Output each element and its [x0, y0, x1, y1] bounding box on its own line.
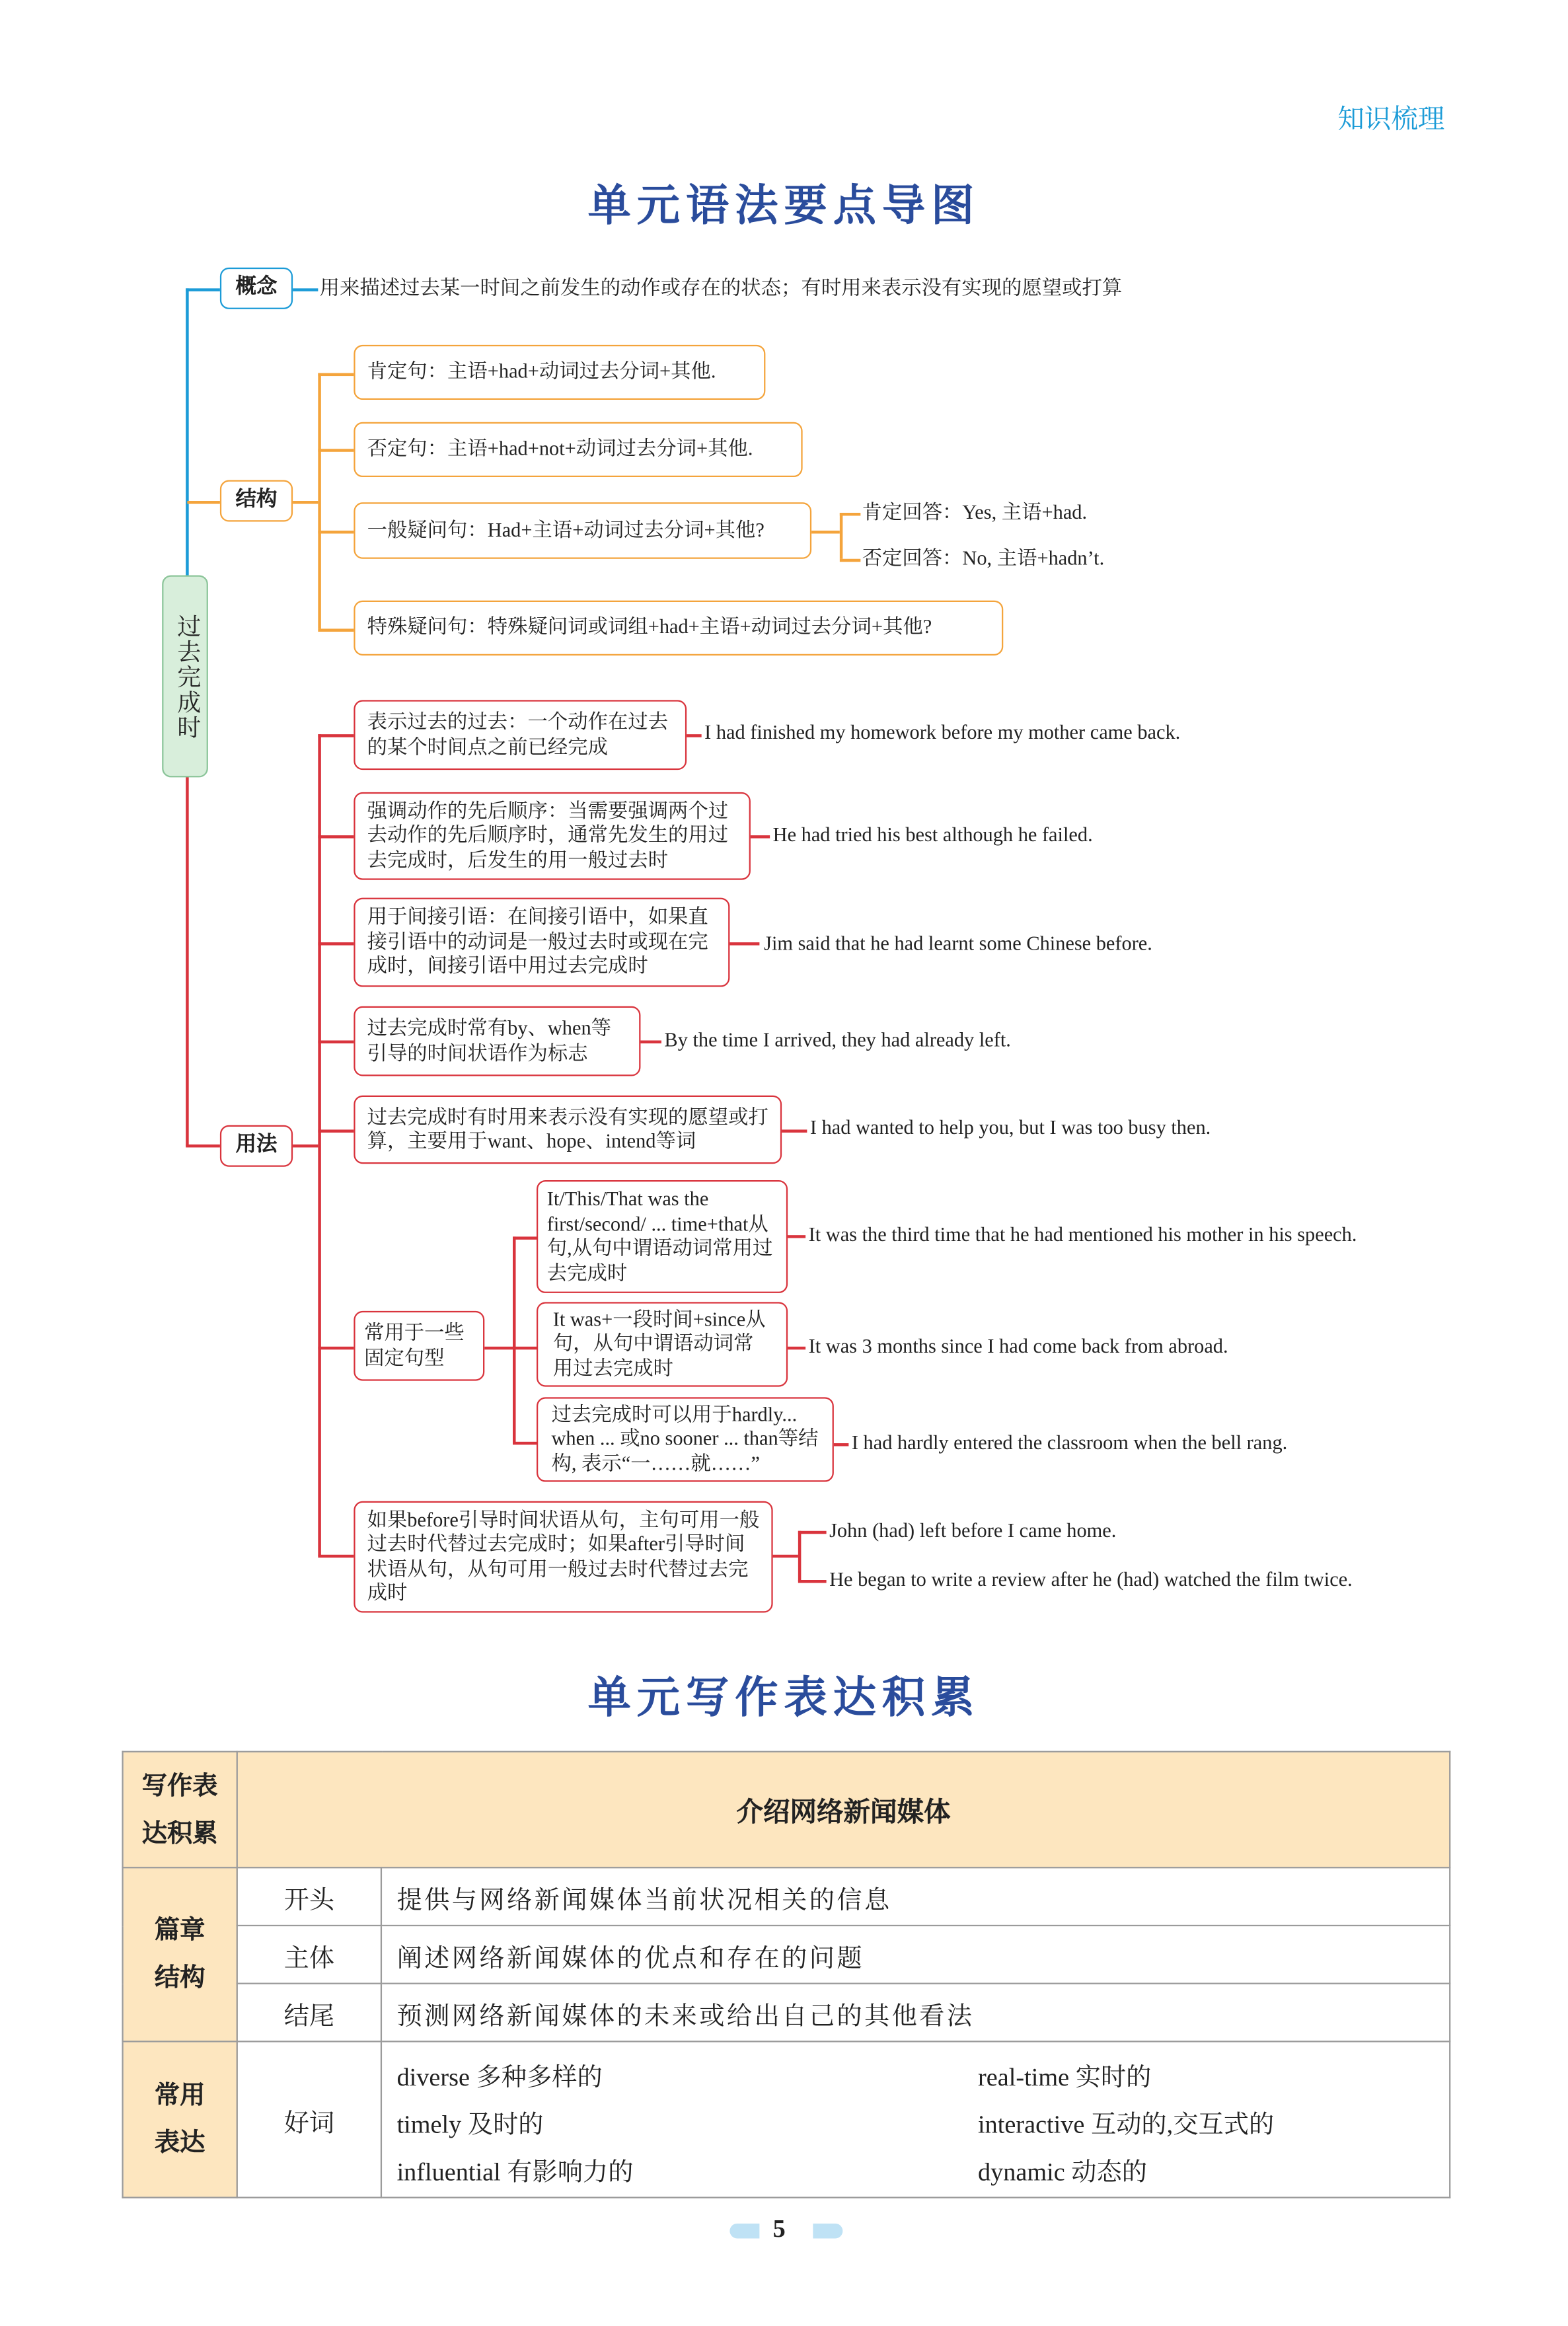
answer-yes: 肯定回答：Yes, 主语+had. [862, 501, 1088, 523]
expr-cell [123, 2041, 237, 2197]
page-pill-left [729, 2224, 759, 2238]
connector-line [293, 288, 318, 290]
expr-label: 常用表达 [154, 2081, 205, 2157]
word-item: timely 及时的 [396, 2109, 544, 2138]
word-item: dynamic 动态的 [978, 2157, 1148, 2186]
structure-wh-question: 特殊疑问句：特殊疑问词或词组+had+主语+动词过去分词+其他? [354, 601, 1003, 656]
writing-table [122, 1751, 1450, 2198]
usage-example: I had finished my homework before my mother came back. [704, 720, 1181, 743]
word-item: diverse 多种多样的 [396, 2062, 603, 2091]
connector-line [187, 501, 219, 503]
usage-example: Jim said that he had learnt some Chinese before. [764, 932, 1152, 955]
connector-line [687, 734, 701, 736]
connector-line [840, 513, 860, 515]
connector-line [318, 1555, 354, 1557]
topic-cell: 介绍网络新闻媒体 [237, 1752, 1450, 1867]
usage-item: 强调动作的先后顺序：当需要强调两个过去动作的先后顺序时，通常先发生的用过去完成时，后发生的用一般过去时 [354, 792, 751, 880]
words-cell [381, 2041, 1450, 2197]
connector-line [834, 1443, 848, 1445]
concept-text: 用来描述过去某一时间之前发生的动作或存在的状态；有时用来表示没有实现的愿望或打算 [319, 276, 1123, 299]
connector-line [751, 835, 770, 837]
connector-line [318, 942, 354, 944]
connector-line [513, 1236, 515, 1443]
usage-example: By the time I arrived, they had already left. [664, 1028, 1011, 1051]
word-item: interactive 互动的,交互式的 [978, 2109, 1275, 2138]
content-cell: 阐述网络新闻媒体的优点和存在的问题 [381, 1926, 1450, 1984]
connector-line [484, 1347, 513, 1349]
concept-label: 概念 [220, 268, 293, 309]
root-node [162, 575, 208, 777]
structure-cell [123, 1867, 237, 2041]
patterns-label: 常用于一些固定句型 [354, 1311, 484, 1381]
after-example: He began to write a review after he (had) watched the film twice. [829, 1568, 1353, 1591]
connector-line [788, 1347, 805, 1349]
connector-line [318, 835, 354, 837]
before-after-rule: 如果before引导时间状语从句，主句可用一般过去时代替过去完成时；如果after引导时间状语从句，从句可用一般过去时代替过去完成时 [354, 1501, 772, 1613]
connector-line [318, 531, 354, 533]
connector-line [798, 1531, 827, 1533]
connector-line [513, 1236, 537, 1238]
structure-yes-no-question: 一般疑问句：Had+主语+动词过去分词+其他? [354, 502, 811, 558]
connector-line [318, 1129, 354, 1131]
structure-negative: 否定句：主语+had+not+动词过去分词+其他. [354, 422, 802, 477]
connector-line [186, 1144, 220, 1146]
pattern-item: 过去完成时可以用于hardly... when ... 或no sooner ... than等结构, 表示“一……就……” [537, 1397, 834, 1482]
word-item: real-time 实时的 [978, 2062, 1152, 2091]
connector-line [513, 1442, 537, 1444]
corner-cell [123, 1752, 237, 1867]
page-pill-right [813, 2224, 842, 2238]
connector-line [318, 1041, 354, 1043]
structure-affirmative: 肯定句：主语+had+动词过去分词+其他. [354, 345, 765, 400]
usage-label: 用法 [220, 1125, 293, 1167]
connector-line [318, 1347, 354, 1349]
word-item: influential 有影响力的 [396, 2157, 634, 2186]
grammar-title: 单元语法要点导图 [587, 180, 981, 231]
usage-example: He had tried his best although he failed. [772, 823, 1093, 846]
connector-line [186, 776, 188, 1146]
connector-line [186, 288, 220, 290]
part-cell: 主体 [237, 1926, 381, 1984]
usage-item: 过去完成时有时用来表示没有实现的愿望或打算，主要用于want、hope、intend等词 [354, 1096, 782, 1164]
content-cell: 提供与网络新闻媒体当前状况相关的信息 [381, 1867, 1450, 1926]
content-cell: 预测网络新闻媒体的未来或给出自己的其他看法 [381, 1984, 1450, 2042]
pattern-item: It was+一段时间+since从句，从句中谓语动词常用过去完成时 [537, 1302, 788, 1386]
pattern-example: It was the third time that he had mentioned his mother in his speech. [808, 1223, 1357, 1246]
connector-line [788, 1235, 805, 1237]
words-label: 好词 [237, 2041, 381, 2197]
usage-item: 表示过去的过去：一个动作在过去的某个时间点之前已经完成 [354, 700, 687, 770]
connector-line [293, 501, 318, 503]
connector-line [798, 1580, 827, 1582]
writing-title: 单元写作表达积累 [587, 1672, 981, 1723]
connector-line [840, 559, 860, 561]
pattern-example: It was 3 months since I had come back from abroad. [808, 1334, 1228, 1357]
connector-line [293, 1144, 318, 1146]
before-example: John (had) left before I came home. [829, 1519, 1117, 1542]
structure-label: 结构 [220, 480, 293, 522]
connector-line [318, 373, 320, 629]
pattern-example: I had hardly entered the classroom when the bell rang. [851, 1431, 1288, 1454]
connector-line [318, 734, 320, 1556]
connector-line [318, 373, 354, 375]
usage-example: I had wanted to help you, but I was too busy then. [809, 1116, 1211, 1139]
connector-line [318, 734, 354, 736]
connector-line [318, 628, 354, 630]
connector-line [186, 288, 188, 575]
part-cell: 开头 [237, 1867, 381, 1926]
part-cell: 结尾 [237, 1984, 381, 2042]
connector-line [640, 1041, 661, 1043]
structure-section-label: 篇章结构 [154, 1916, 205, 1992]
connector-line [513, 1347, 537, 1349]
page-number: 5 [772, 2214, 786, 2243]
connector-line [811, 531, 840, 533]
answer-no: 否定回答：No, 主语+hadn’t. [862, 546, 1105, 570]
connector-line [318, 449, 354, 451]
connector-line [798, 1531, 800, 1581]
corner-label: 写作表达积累 [141, 1771, 218, 1847]
connector-line [782, 1129, 807, 1131]
connector-line [729, 942, 759, 944]
connector-line [840, 513, 842, 559]
pattern-item: It/This/That was the first/second/ ... time+that从句,从句中谓语动词常用过去完成时 [537, 1180, 788, 1293]
connector-line [773, 1555, 798, 1557]
root-label: 过去完成时 [173, 613, 199, 740]
usage-item: 过去完成时常有by、when等引导的时间状语作为标志 [354, 1006, 640, 1076]
usage-item: 用于间接引语：在间接引语中，如果直接引语中的动词是一般过去时或现在完成时，间接引语中用过去完成时 [354, 898, 729, 987]
section-tag: 知识梳理 [1337, 104, 1445, 135]
